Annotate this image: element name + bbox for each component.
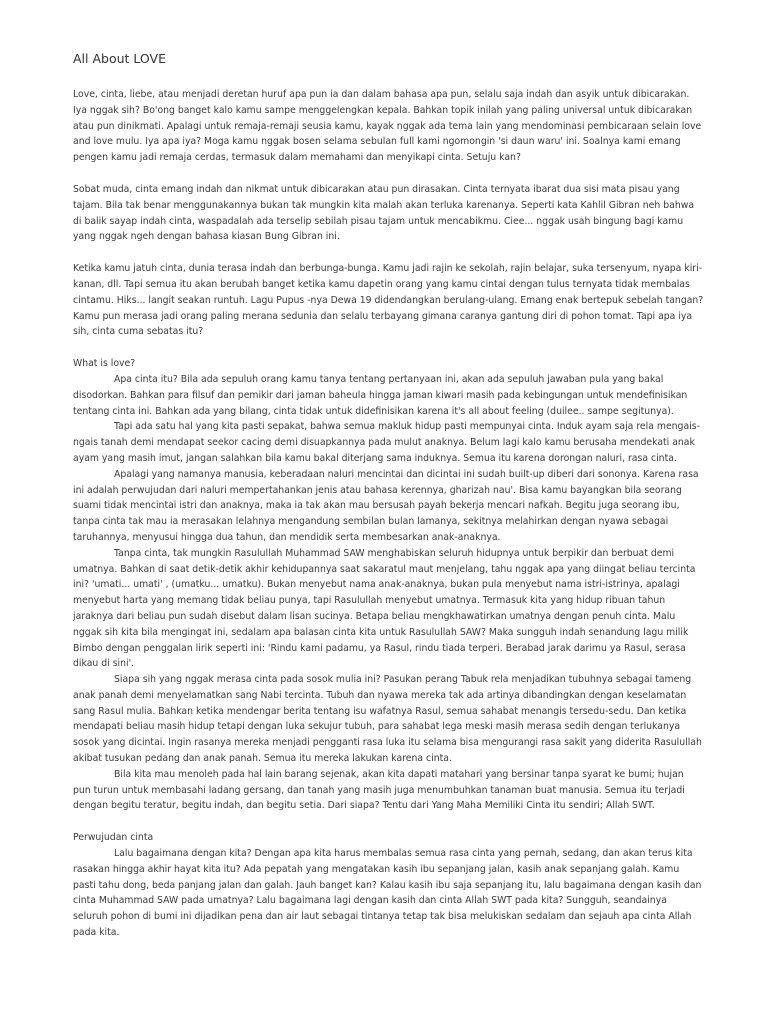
section-perwujudan-cinta bbox=[73, 830, 704, 941]
body-paragraph: Siapa sih yang nggak merasa cinta pada sosok mulia ini? Pasukan perang Tabuk rela menjadikan tubuhnya sebagai tameng anak panah demi menyelamatkan sang Nabi tercinta. Tubuh dan nyawa mereka tak ada artinya dibandingkan dengan keselamatan sang Rasul mulia. Bahkan ketika mendengar berita tentang isu wafatnya Rasul, semua sahabat menangis tersedu-sedu. Dan ketika mendapati beliau masih hidup tetapi dengan luka sekujur tubuh, para sahabat lega meski masih merasa sedih dengan terlukanya sosok yang dicintai. Ingin rasanya mereka menjadi pengganti rasa luka itu selama bisa mengurangi rasa sakit yang diderita Rasulullah akibat tusukan pedang dan anak panah. Semua itu mereka lakukan karena cinta. bbox=[73, 674, 702, 765]
intro-paragraph: Sobat muda, cinta emang indah dan nikmat untuk dibicarakan atau pun dirasakan. Cinta ternyata ibarat dua sisi mata pisau yang tajam. Bila tak benar menggunakannya bukan tak mungkin kita malah akan terluka karenanya. Seperti kata Kahlil Gibran neh bahwa di balik sayap indah cinta, waspadalah ada terselip sebilah pisau tajam untuk mencabikmu. Ciee... nggak usah bingung bagi kamu yang nggak ngeh dengan bahasa kiasan Bung Gibran ini. bbox=[73, 183, 695, 243]
page-title: All About LOVE bbox=[73, 51, 166, 66]
intro-paragraph: Ketika kamu jatuh cinta, dunia terasa indah dan berbunga-bunga. Kamu jadi rajin ke sekolah, rajin belajar, suka tersenyum, nyapa kiri-kanan, dll. Tapi semua itu akan berubah banget ketika kamu dapetin orang yang kamu cintai dengan tulus ternyata tidak membalas cintamu. Hiks... langit seakan runtuh. Lagu Pupus -nya Dewa 19 didendangkan berulang-ulang. Emang enak bertepuk sebelah tangan? Kamu pun merasa jadi orang paling merana sedunia dan selalu terbayang gimana caranya gantung diri di pohon tomat. Tapi apa iya sih, cinta cuma sebatas itu? bbox=[73, 263, 704, 338]
body-paragraph: Apa cinta itu? Bila ada sepuluh orang kamu tanya tentang pertanyaan ini, akan ada sepuluh jawaban pula yang bakal disodorkan. Bahkan para filsuf dan pemikir dari jaman baheula hingga jaman kiwari masih pada kebingungan untuk mendefinisikan tentang cinta ini. Bahkan ada yang bilang, cinta tidak untuk didefinisikan karena it's all about feeling (duilee.. sampe segitunya). bbox=[73, 373, 688, 417]
body-paragraph: Bila kita mau menoleh pada hal lain barang sejenak, akan kita dapati matahari yang bersinar tanpa syarat ke bumi; hujan pun turun untuk membasahi ladang gersang, dan tanah yang masih juga menumbuhkan tanaman buat manusia. Semua itu terjadi dengan begitu teratur, begitu indah, dan begitu setia. Dari siapa? Tentu dari Yang Maha Memiliki Cinta itu sendiri; Allah SWT. bbox=[73, 768, 685, 812]
body-paragraph: Lalu bagaimana dengan kita? Dengan apa kita harus membalas semua rasa cinta yang pernah, sedang, dan akan terus kita rasakan hingga akhir hayat kita itu? Ada pepatah yang mengatakan kasih ibu sepanjang jalan, kasih anak sepanjang galah. Kamu pasti tahu dong, beda panjang jalan dan galah. Jauh banget kan? Kalau kasih ibu saja sepanjang itu, lalu bagaimana dengan kasih dan cinta Muhammad SAW pada umatnya? Lalu bagaimana lagi dengan kasih dan cinta Allah SWT pada kita? Sungguh, seandainya seluruh pohon di bumi ini dijadikan pena dan air laut sebagai tintanya tetap tak bisa melukiskan sedalam dan sejauh apa cinta Allah pada kita. bbox=[73, 848, 702, 939]
section-heading: Perwujudan cinta bbox=[73, 832, 154, 844]
body-paragraph: Tapi ada satu hal yang kita pasti sepakat, bahwa semua makluk hidup pasti mempunyai cinta. Induk ayam saja rela mengais-ngais tanah demi mendapat seekor cacing demi disuapkannya pada mulut anaknya. Belum lagi kalo kamu berusaha mendekati anak ayam yang masih imut, jangan salahkan bila kamu bakal diterjang sama induknya. Semua itu karena dorongan naluri, rasa cinta. bbox=[73, 421, 700, 464]
body-paragraph: Apalagi yang namanya manusia, keberadaan naluri mencintai dan dicintai ini sudah built-up diberi dari sononya. Karena rasa ini adalah perwujudan dari naluri mempertahankan jenis atau bahasa kerennya, gharizah nau'. Bisa kamu bayangkan bila seorang suami tidak mencintai istri dan anaknya, maka ia tak akan mau bersusah payah bekerja mencari nafkah. Begitu juga seorang ibu, tanpa cinta tak mau ia merasakan lelahnya mengandung sembilan bulan lamanya, sekitnya melahirkan dengan nyawa sebagai taruhannya, menyusui hingga dua tahun, dan mendidik serta membesarkan anak-anaknya. bbox=[73, 468, 699, 543]
section-heading: What is love? bbox=[73, 358, 136, 370]
body-paragraph: Tanpa cinta, tak mungkin Rasulullah Muhammad SAW menghabiskan seluruh hidupnya untuk berpikir dan berbuat demi umatnya. Bahkan di saat detik-detik akhir kehidupannya saat sakaratul maut menjelang, tahu nggak apa yang diingat beliau tercinta ini? 'umati... umati' , (umatku... umatku). Bukan menyebut nama anak-anaknya, bukan pula menyebut nama istri-istrinya, apalagi menyebut harta yang memang tidak beliau punya, tapi Rasulullah menyebut umatnya. Termasuk kita yang hidup ribuan tahun jaraknya dari beliau pun sudah disebut dalam lisan sucinya. Betapa beliau mengkhawatirkan umatnya dengan penuh cinta. Malu nggak sih kita bila mengingat ini, sedalam apa balasan cinta kita untuk Rasulullah SAW? Maka sungguh indah senandung lagu milik Bimbo dengan penggalan lirik seperti ini: 'Rindu kami padamu, ya Rasul, rindu tiada terperi. Berabad jarak darimu ya Rasul, serasa dikau di sini'. bbox=[73, 547, 696, 670]
intro-paragraph: Love, cinta, liebe, atau menjadi deretan huruf apa pun ia dan dalam bahasa apa pun, selalu saja indah dan asyik untuk dibicarakan. Iya nggak sih? Bo'ong banget kalo kamu sampe menggelengkan kepala. Bahkan topik inilah yang paling universal untuk dibicarakan atau pun dinikmati. Apalagi untuk remaja-remaji seusia kamu, kayak nggak ada tema lain yang mendominasi pembicaraan selain love and love mulu. Iya apa iya? Moga kamu nggak bosen selama sebulan full kami ngomongin 'si daun waru' ini. Soalnya kami emang pengen kamu jadi remaja cerdas, termasuk dalam memahami dan menyikapi cinta. Setuju kan? bbox=[73, 89, 702, 164]
section-what-is-love bbox=[73, 356, 704, 814]
